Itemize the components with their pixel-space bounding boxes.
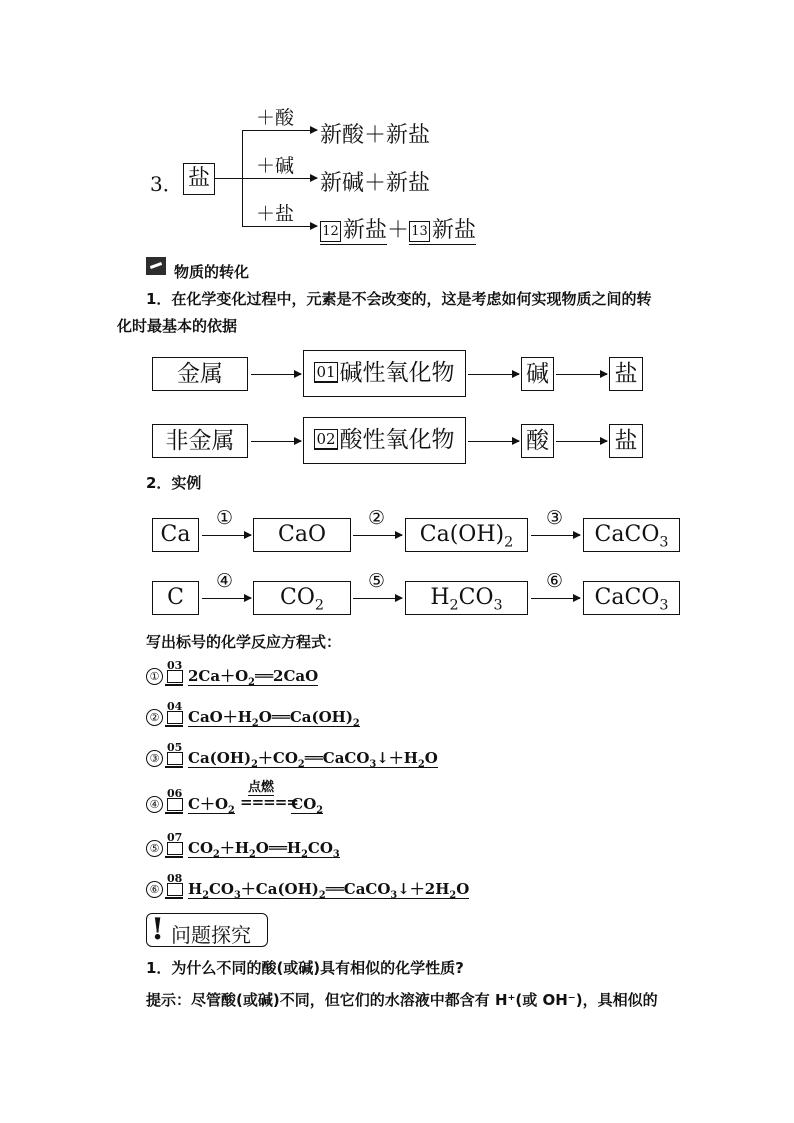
equation-number: ③ [146, 750, 163, 767]
step-number-2: ② [368, 507, 386, 529]
branch-label-salt: ＋盐 [256, 203, 295, 225]
equation-number: ④ [146, 796, 163, 813]
answer-tag-box [167, 842, 183, 855]
equation-text: $CO_2+H_2O══H_2CO_3$ [188, 839, 340, 860]
equation-2 [146, 700, 360, 729]
caco3-subscript: 3 [659, 534, 669, 551]
answer-tag-bar [165, 856, 183, 858]
equation-text: $Ca(OH)_2+CO_2══CaCO_3↓+H_2O$ [188, 749, 438, 770]
plus-sign: ＋ [387, 218, 410, 243]
answer-tag-bar [165, 725, 183, 727]
equation-number: ⑤ [146, 840, 163, 857]
equation-product: $CO_2$ [291, 795, 324, 816]
blank-12 [320, 218, 387, 245]
answer-tag-number: 07 [167, 831, 183, 844]
step-number-1: ① [216, 507, 234, 529]
answer-tag-number: 05 [167, 741, 183, 754]
answer-tag-number: 06 [167, 787, 183, 800]
step-number-6: ⑥ [546, 570, 564, 592]
equation-6 [146, 872, 470, 901]
flow-arrow [468, 374, 519, 375]
answer-tag-box [167, 798, 183, 811]
caco3-formula: CaCO [594, 585, 660, 610]
section-number: 3． [150, 172, 183, 196]
equation-number: ② [146, 709, 163, 726]
paragraph-1-line-2: 化时最基本的依据 [117, 317, 238, 335]
blank-number-13: 13 [409, 221, 430, 242]
basic-oxide-label: 碱性氧化物 [339, 360, 455, 386]
chem-box-caoh2 [405, 518, 528, 552]
step-number-3: ③ [546, 507, 564, 529]
salt-box: 盐 [183, 163, 215, 195]
answer-tag [165, 700, 185, 726]
co2-formula: CO [280, 585, 315, 610]
condition-ignite: 点燃 [248, 776, 274, 796]
result-acid: 新酸＋新盐 [320, 123, 431, 148]
caco3-subscript: 3 [659, 597, 669, 614]
answer-tag-number: 04 [167, 700, 183, 713]
equation-text: $2Ca+O_2══2CaO$ [188, 667, 319, 688]
example-heading: 2．实例 [146, 474, 202, 492]
co2-subscript: 2 [314, 597, 324, 614]
exclamation-icon: ! [151, 912, 165, 947]
chem-box-co2 [253, 581, 351, 615]
double-equals-sign: ===== [240, 793, 298, 811]
flow-arrow [556, 374, 607, 375]
chem-box-c: C [152, 581, 199, 615]
hint-label: 提示： [146, 991, 192, 1009]
flow-box-basic-oxide [303, 350, 466, 397]
flow-box-acid: 酸 [521, 424, 554, 458]
answer-tag-bar [165, 684, 183, 686]
branch-label-acid: ＋酸 [256, 107, 295, 129]
chain-arrow [202, 535, 251, 536]
branch-arrow-base [242, 178, 317, 179]
answer-tag-bar [165, 897, 183, 899]
answer-tag-box [167, 883, 183, 896]
hint [146, 989, 658, 1010]
blank-number-02: 02 [316, 430, 336, 448]
flow-box-nonmetal: 非金属 [152, 424, 248, 458]
branch-arrow-salt [242, 226, 317, 227]
equations-heading: 写出标号的化学反应方程式： [146, 633, 342, 651]
answer-tag [165, 872, 185, 898]
h2co3-sub-2: 2 [449, 597, 459, 614]
chain-arrow [353, 598, 402, 599]
h2co3-h: H [430, 585, 450, 610]
answer-tag [165, 741, 185, 767]
branch-arrow-acid [242, 130, 317, 131]
heading-icon [146, 257, 166, 275]
blank-13-answer: 新盐 [432, 218, 477, 243]
h2co3-sub-3: 3 [493, 597, 503, 614]
acidic-oxide-label: 酸性氧化物 [339, 427, 455, 453]
hint-text: 尽管酸(或碱)不同，但它们的水溶液中都含有 H⁺(或 OH⁻)，具相似的 [191, 991, 658, 1009]
flow-arrow [251, 441, 301, 442]
caoh2-formula: Ca(OH) [419, 522, 505, 547]
equation-3 [146, 741, 438, 770]
equation-4 [146, 780, 324, 816]
chem-box-cao: CaO [253, 518, 351, 552]
chain-arrow [202, 598, 251, 599]
caco3-formula: CaCO [594, 522, 660, 547]
equation-number: ⑥ [146, 881, 163, 898]
caoh2-subscript: 2 [504, 534, 514, 551]
flow-box-salt: 盐 [609, 424, 643, 458]
question-1: 1．为什么不同的酸(或碱)具有相似的化学性质? [146, 959, 464, 977]
answer-tag-box [167, 711, 183, 724]
blank-12-answer: 新盐 [343, 218, 388, 243]
h2co3-co: CO [458, 585, 494, 610]
flow-box-salt: 盐 [609, 357, 643, 391]
reaction-condition [240, 780, 298, 811]
answer-tag [165, 659, 185, 685]
answer-tag-number: 03 [167, 659, 183, 672]
flow-box-base: 碱 [521, 357, 554, 391]
answer-tag-bar [165, 766, 183, 768]
branch-label-base: ＋碱 [256, 155, 295, 177]
equation-text: $C+O_2$ [188, 795, 235, 816]
equation-number: ① [146, 668, 163, 685]
blank-number-12: 12 [320, 221, 341, 242]
equation-text: $CaO+H_2O══Ca(OH)_2$ [188, 708, 360, 729]
chem-box-caco3 [583, 581, 680, 615]
step-number-5: ⑤ [368, 570, 386, 592]
answer-tag [165, 787, 185, 813]
chain-arrow [531, 535, 580, 536]
paragraph-1 [117, 286, 686, 340]
answer-tag-number: 08 [167, 872, 183, 885]
equation-5 [146, 831, 340, 860]
equation-text: $H_2CO_3+Ca(OH)_2══CaCO_3↓+2H_2O$ [188, 880, 470, 901]
chem-box-caco3 [583, 518, 680, 552]
chain-arrow [353, 535, 402, 536]
paragraph-1-line-1: 1．在化学变化过程中，元素是不会改变的，这是考虑如何实现物质之间的转 [146, 290, 652, 308]
section-heading: 物质的转化 [174, 263, 250, 281]
answer-tag-bar [165, 812, 183, 814]
result-salt [320, 213, 476, 244]
question-banner [146, 913, 268, 947]
blank-number-01: 01 [316, 363, 336, 381]
chem-box-h2co3 [405, 581, 528, 615]
flow-arrow [556, 441, 607, 442]
tree-stem [214, 178, 242, 179]
blank-13 [409, 218, 476, 245]
answer-tag-box [167, 752, 183, 765]
chain-arrow [531, 598, 580, 599]
answer-tag [165, 831, 185, 857]
result-base: 新碱＋新盐 [320, 171, 431, 196]
flow-arrow [251, 374, 301, 375]
step-number-4: ④ [216, 570, 234, 592]
chem-box-ca: Ca [152, 518, 199, 552]
equation-1 [146, 659, 319, 688]
flow-arrow [468, 441, 519, 442]
flow-box-acidic-oxide [303, 417, 466, 464]
answer-tag-box [167, 670, 183, 683]
banner-title: 问题探究 [171, 923, 251, 947]
flow-box-metal: 金属 [152, 357, 248, 391]
